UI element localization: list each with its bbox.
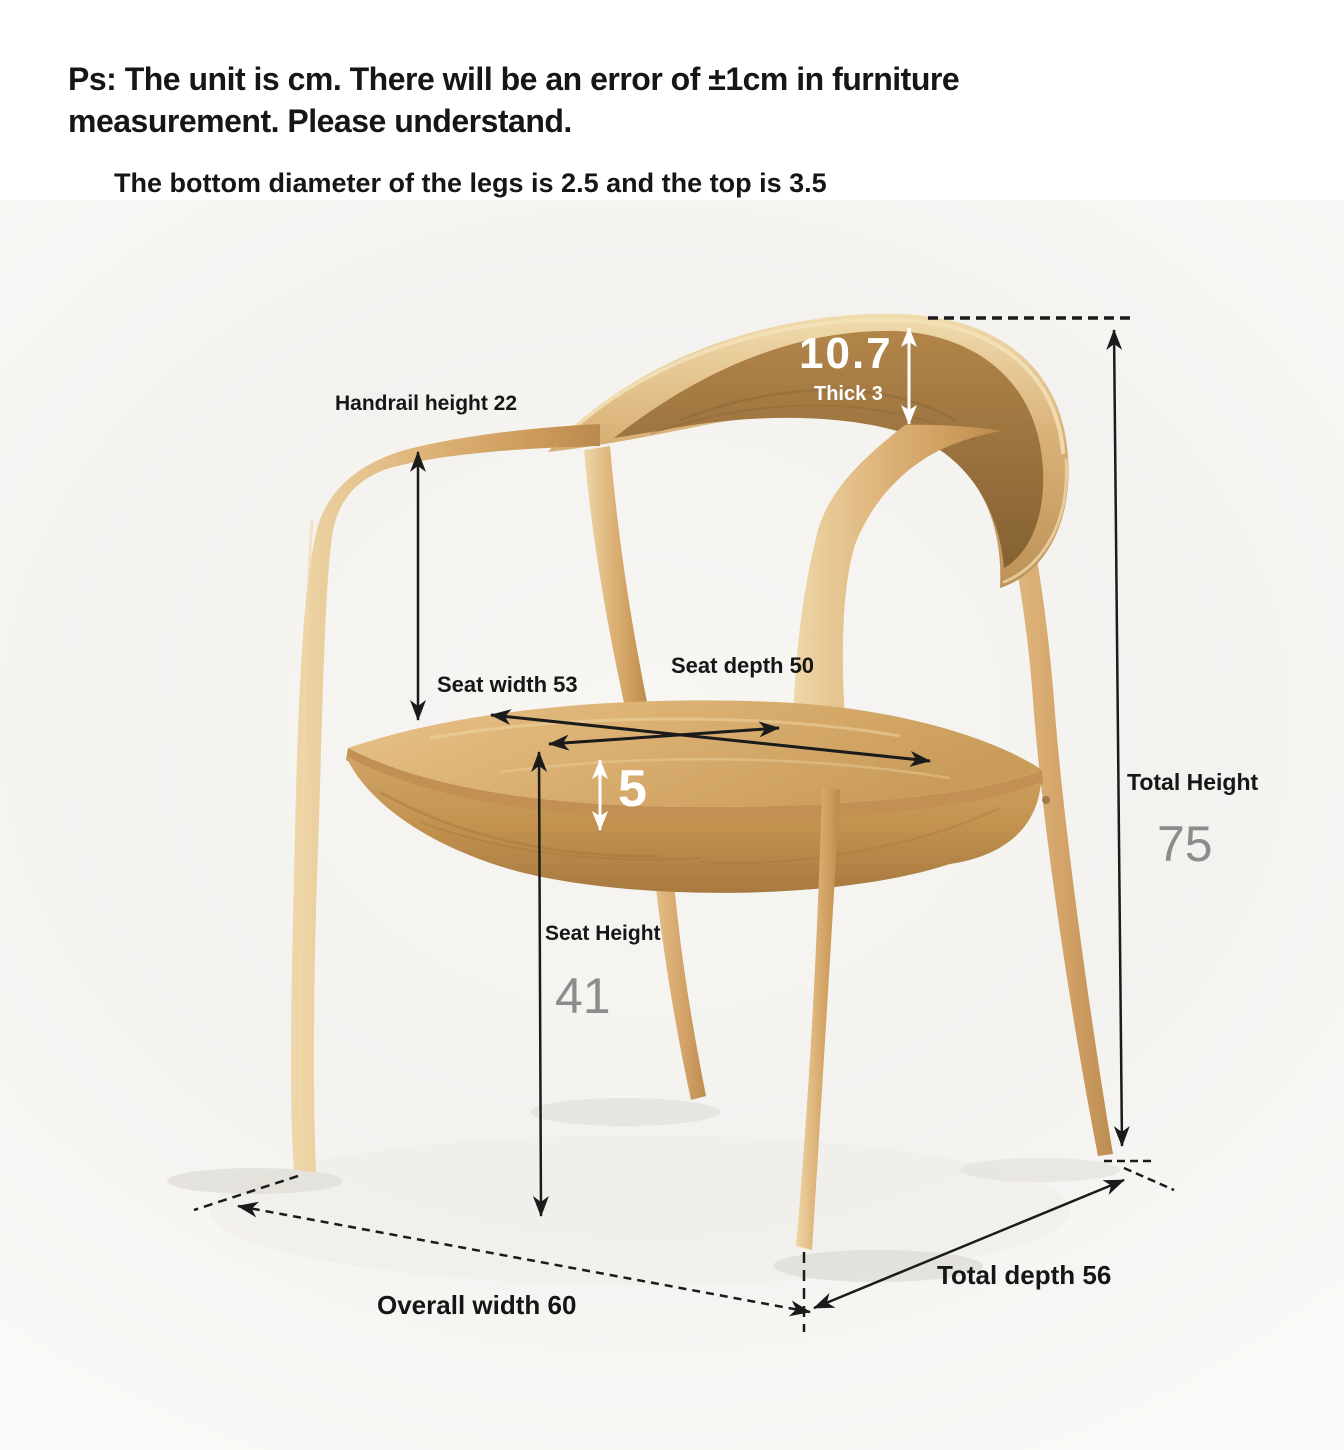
bottom-right-dashed-diag [1124, 1168, 1174, 1190]
note-primary: Ps: The unit is cm. There will be an error of ±1cm in furniture measurement. Please understand. [68, 61, 960, 140]
overall-width-label: Overall width 60 [377, 1290, 577, 1320]
total-height-value: 75 [1157, 816, 1213, 872]
note-secondary: The bottom diameter of the legs is 2.5 and the top is 3.5 [114, 168, 827, 198]
total-height-arrow [1114, 330, 1122, 1146]
backrest-width-value: 10.7 [799, 329, 893, 378]
back-support-strut [584, 446, 648, 712]
total-depth-label: Total depth 56 [937, 1260, 1112, 1290]
backrest-thickness-label: Thick 3 [814, 383, 883, 405]
seat-depth-label: Seat depth 50 [671, 653, 815, 678]
total-height-label: Total Height [1127, 769, 1259, 795]
seat-width-label: Seat width 53 [437, 672, 578, 697]
handrail-height-label: Handrail height 22 [335, 392, 518, 415]
seat-thickness-value: 5 [618, 760, 647, 818]
seat-height-label: Seat Height [545, 922, 661, 945]
apron-screw [1042, 796, 1050, 804]
seat-height-value: 41 [555, 968, 611, 1024]
